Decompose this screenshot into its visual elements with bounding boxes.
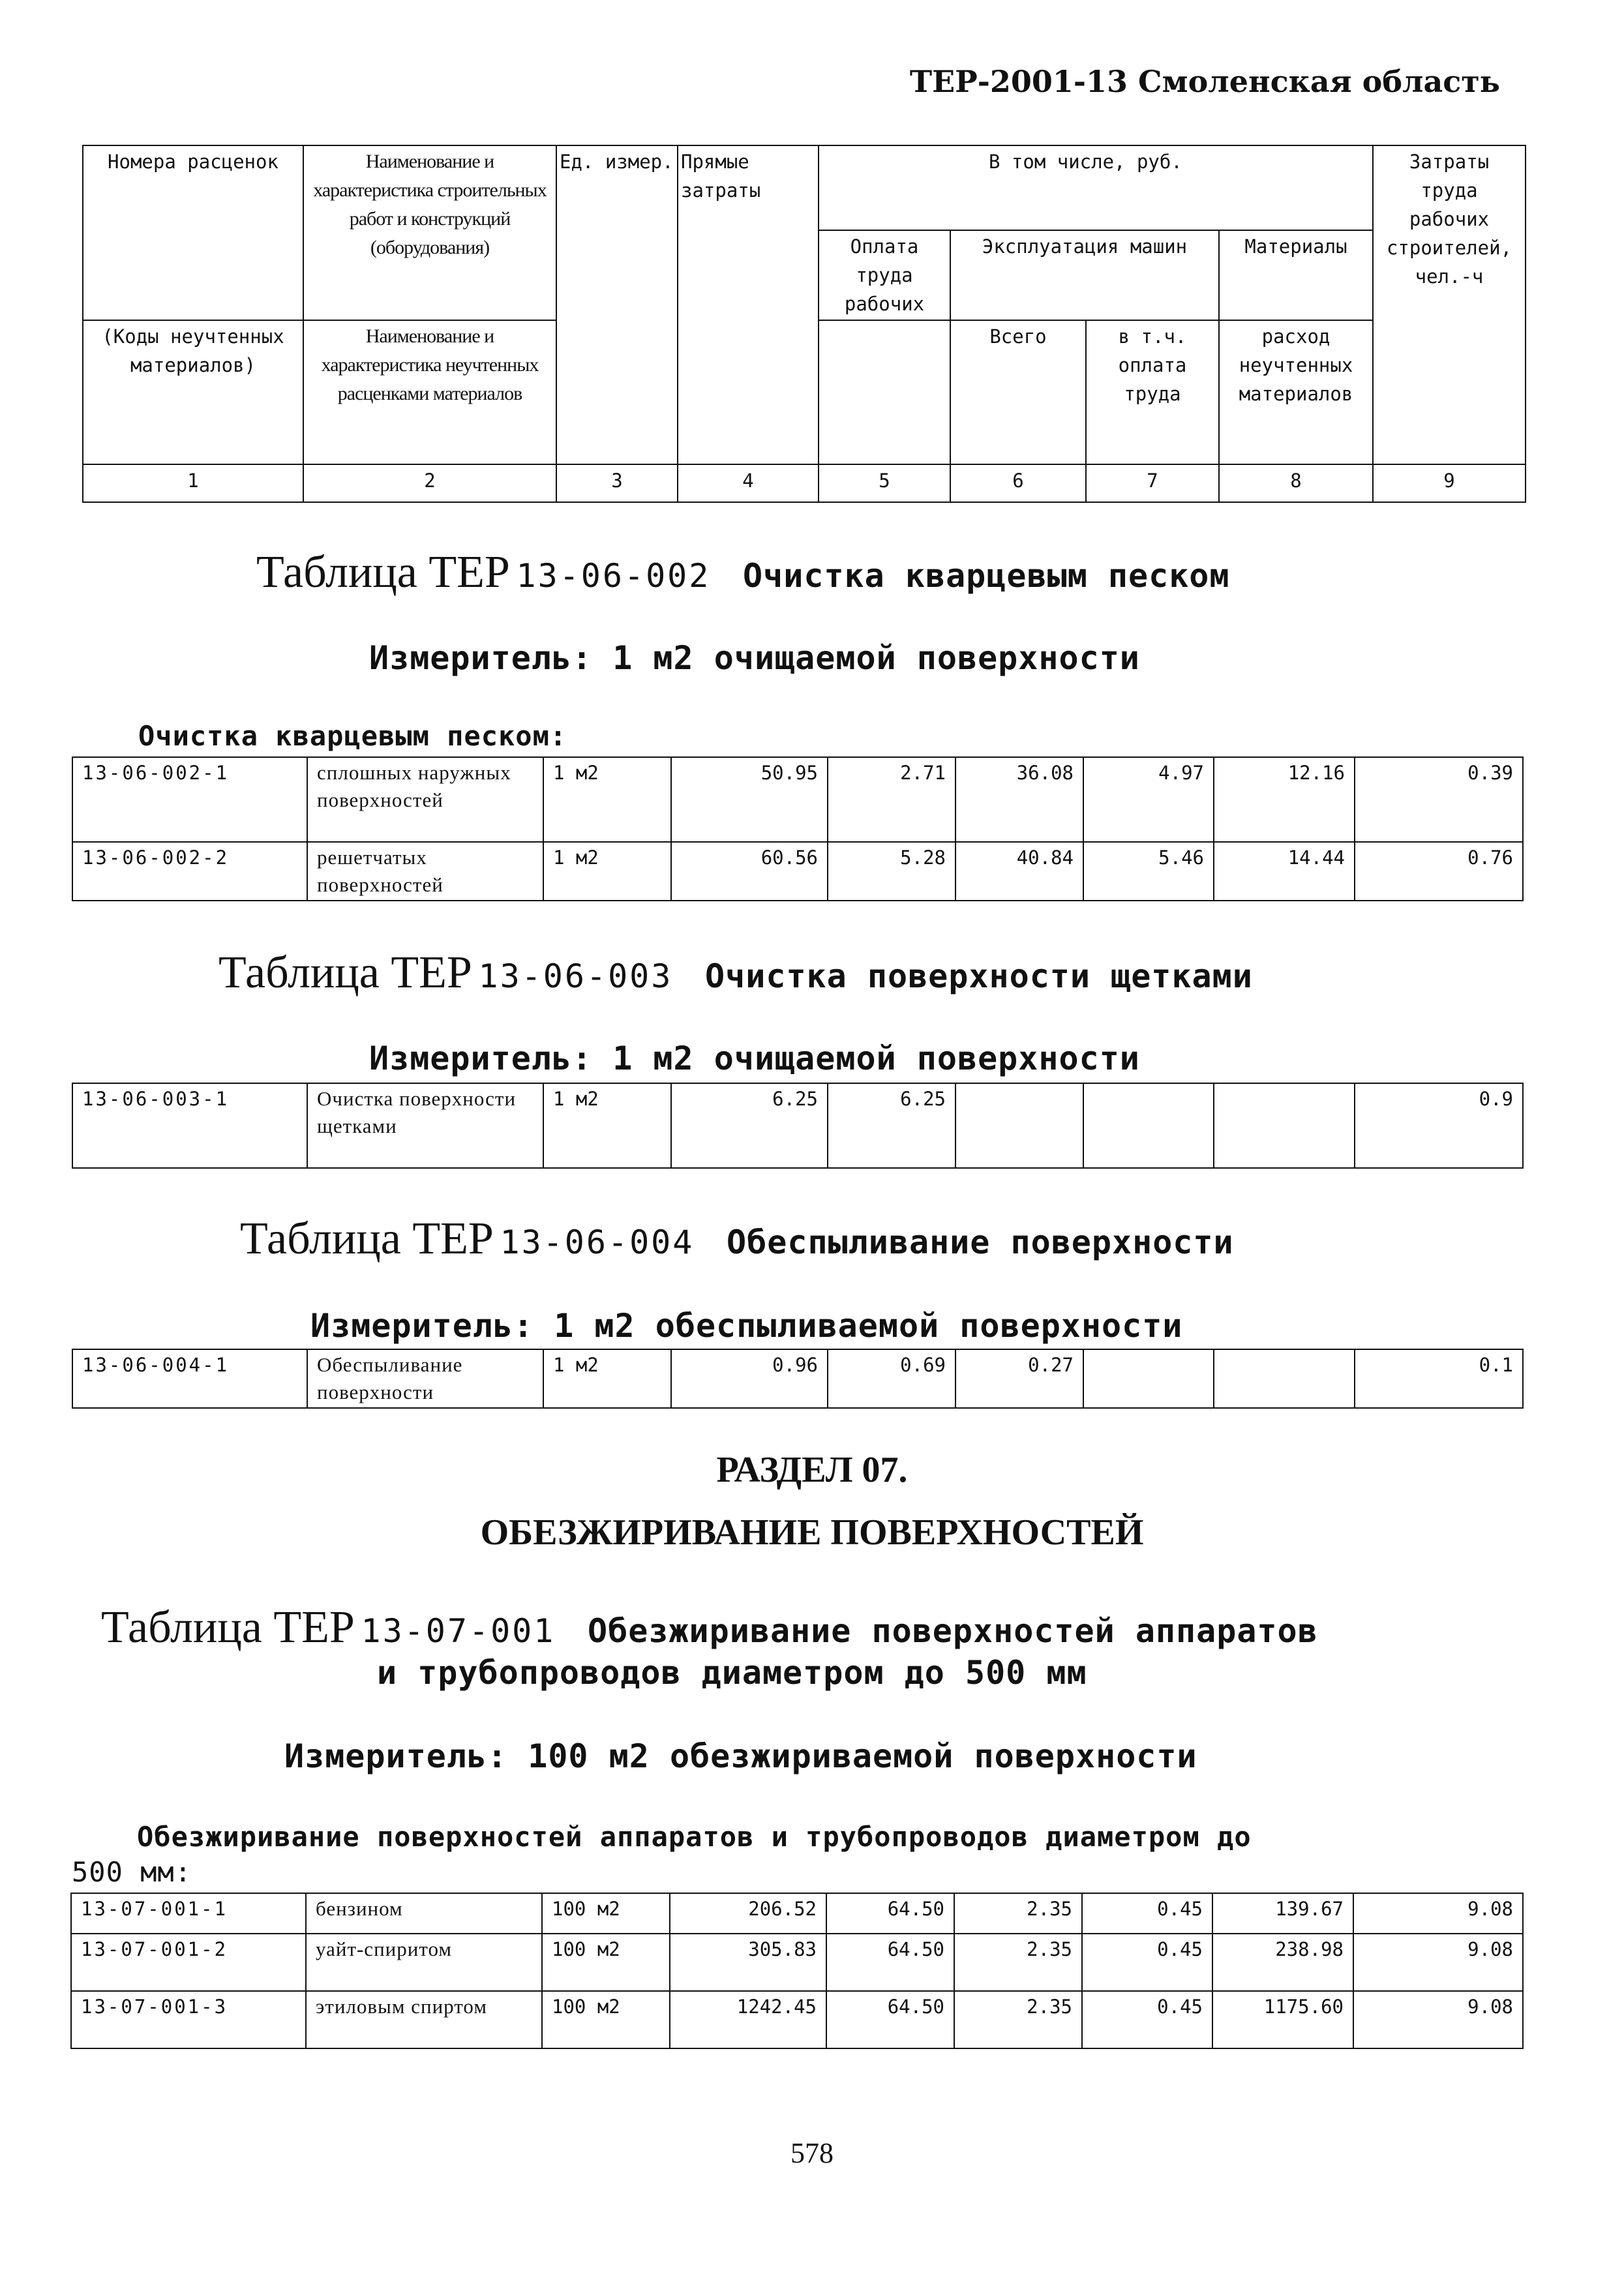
direct-costs: 0.96 [671, 1349, 828, 1408]
labor: 0.1 [1355, 1349, 1523, 1408]
materials: 12.16 [1214, 757, 1355, 842]
table-heading-13-07-001-line2 [377, 1654, 1087, 1692]
col-number: 6 [950, 464, 1086, 502]
col-number-row [83, 464, 1526, 502]
table-prefix: Таблица ТЕР [101, 1602, 355, 1653]
table-prefix: Таблица ТЕР [256, 547, 510, 597]
unit: 1 м2 [543, 842, 671, 901]
direct-costs: 60.56 [671, 842, 828, 901]
col-header-machines-pay: в т.ч. оплата труда [1086, 320, 1219, 464]
work-name: этиловым спиртом [306, 1991, 542, 2048]
measure-13-06-004: Измеритель: 1 м2 обеспыливаемой поверхности [310, 1307, 1183, 1345]
machines-pay: 4.97 [1083, 757, 1214, 842]
table-heading-13-06-002 [256, 547, 1230, 599]
machines-pay [1083, 1349, 1214, 1408]
col-header-labor: Затраты труда рабочих строителей, чел.-ч [1373, 145, 1526, 464]
worker-pay: 64.50 [826, 1893, 954, 1934]
machines-pay: 0.45 [1082, 1893, 1212, 1934]
table-row [71, 1934, 1523, 1991]
col-header-materials: Материалы [1219, 230, 1373, 320]
rate-code: 13-06-002-2 [72, 842, 307, 901]
materials: 1175.60 [1212, 1991, 1353, 2048]
table-title: Обеспыливание поверхности [727, 1223, 1234, 1261]
unit: 1 м2 [543, 757, 671, 842]
table-row [72, 757, 1523, 842]
machines-total: 36.08 [955, 757, 1083, 842]
rate-code: 13-07-001-1 [71, 1893, 306, 1934]
col-number: 8 [1219, 464, 1373, 502]
table-row [72, 1349, 1523, 1408]
measure-13-06-003: Измеритель: 1 м2 очищаемой поверхности [369, 1040, 1140, 1077]
rate-code: 13-07-001-3 [71, 1991, 306, 2048]
work-name: решетчатых поверхностей [307, 842, 543, 901]
table-row [72, 842, 1523, 901]
col-header-worker-pay: Оплата труда рабочих [819, 230, 950, 320]
table-heading-13-06-004 [240, 1213, 1234, 1265]
direct-costs: 50.95 [671, 757, 828, 842]
rate-code: 13-07-001-2 [71, 1934, 306, 1991]
direct-costs: 206.52 [670, 1893, 826, 1934]
direct-costs: 6.25 [671, 1083, 828, 1168]
table-code: 13-06-003 [478, 957, 673, 995]
data-table-13-06-004 [72, 1349, 1524, 1409]
machines-total: 2.35 [954, 1991, 1082, 2048]
labor: 0.9 [1355, 1083, 1523, 1168]
col-number: 7 [1086, 464, 1219, 502]
col-header-unaccounted-codes: (Коды неучтенных материалов) [83, 320, 303, 464]
materials: 14.44 [1214, 842, 1355, 901]
col-header-work-name: Наименование и характеристика строительных работ и конструкций (оборудования) [303, 145, 556, 320]
worker-pay: 2.71 [828, 757, 955, 842]
rate-code: 13-06-003-1 [72, 1083, 307, 1168]
col-header-unit: Ед. измер. [556, 145, 678, 464]
unit: 1 м2 [543, 1349, 671, 1408]
col-header-direct-costs: Прямые затраты [678, 145, 819, 464]
table-code: 13-06-004 [500, 1223, 695, 1261]
group-title-13-07-001-line1: Обезжиривание поверхностей аппаратов и трубопроводов диаметром до [137, 1821, 1252, 1853]
group-title-13-06-002: Очистка кварцевым песком: [138, 720, 567, 752]
group-title-13-07-001-line2: 500 мм: [72, 1856, 192, 1888]
col-number: 9 [1373, 464, 1526, 502]
work-name: бензином [306, 1893, 542, 1934]
measure-13-07-001: Измеритель: 100 м2 обезжириваемой поверхности [284, 1737, 1197, 1775]
col-header-blank [819, 320, 950, 464]
table-prefix: Таблица ТЕР [218, 948, 472, 998]
worker-pay: 0.69 [828, 1349, 955, 1408]
work-name: уайт-спиритом [306, 1934, 542, 1991]
table-code: 13-06-002 [516, 557, 711, 595]
labor: 9.08 [1353, 1991, 1523, 2048]
table-row [71, 1991, 1523, 2048]
col-number: 5 [819, 464, 950, 502]
col-header-including: В том числе, руб. [819, 145, 1373, 230]
machines-pay [1083, 1083, 1214, 1168]
work-name: Обеспыливание поверхности [307, 1349, 543, 1408]
col-header-machines: Эксплуатация машин [950, 230, 1219, 320]
machines-total: 40.84 [955, 842, 1083, 901]
col-header-machines-total: Всего [950, 320, 1086, 464]
labor: 9.08 [1353, 1934, 1523, 1991]
section-title: ОБЕЗЖИРИВАНИЕ ПОВЕРХНОСТЕЙ [480, 1512, 1144, 1553]
worker-pay: 5.28 [828, 842, 955, 901]
table-title-line2: и трубопроводов диаметром до 500 мм [377, 1654, 1087, 1692]
col-header-rate-numbers: Номера расценок [83, 145, 303, 320]
work-name: Очистка поверхности щетками [307, 1083, 543, 1168]
table-heading-13-06-003 [218, 947, 1253, 999]
labor: 0.39 [1355, 757, 1523, 842]
col-header-unaccounted-names: Наименование и характеристика неучтенных расценками материалов [303, 320, 556, 464]
machines-pay: 0.45 [1082, 1934, 1212, 1991]
unit: 1 м2 [543, 1083, 671, 1168]
table-title-line1: Обезжиривание поверхностей аппаратов [588, 1612, 1318, 1650]
materials: 238.98 [1212, 1934, 1353, 1991]
machines-total: 2.35 [954, 1934, 1082, 1991]
table-prefix: Таблица ТЕР [240, 1214, 494, 1264]
machines-pay: 0.45 [1082, 1991, 1212, 2048]
materials [1214, 1349, 1355, 1408]
machines-total: 0.27 [955, 1349, 1083, 1408]
table-row [71, 1893, 1523, 1934]
work-name: сплошных наружных поверхностей [307, 757, 543, 842]
table-code: 13-07-001 [361, 1612, 556, 1650]
col-number: 2 [303, 464, 556, 502]
table-title: Очистка кварцевым песком [743, 557, 1230, 595]
col-header-materials-consumption: расход неучтенных материалов [1219, 320, 1373, 464]
column-header-table [82, 145, 1526, 503]
document-header-title: ТЕР-2001-13 Смоленская область [909, 64, 1500, 99]
page-number: 578 [790, 2137, 834, 2169]
worker-pay: 6.25 [828, 1083, 955, 1168]
table-row [72, 1083, 1523, 1168]
machines-total: 2.35 [954, 1893, 1082, 1934]
section-number: РАЗДЕЛ 07. [716, 1450, 908, 1490]
rate-code: 13-06-004-1 [72, 1349, 307, 1408]
labor: 9.08 [1353, 1893, 1523, 1934]
worker-pay: 64.50 [826, 1934, 954, 1991]
labor: 0.76 [1355, 842, 1523, 901]
unit: 100 м2 [542, 1893, 670, 1934]
col-number: 4 [678, 464, 819, 502]
unit: 100 м2 [542, 1934, 670, 1991]
machines-pay: 5.46 [1083, 842, 1214, 901]
data-table-13-06-003 [72, 1083, 1524, 1169]
table-title: Очистка поверхности щетками [705, 957, 1253, 995]
rate-code: 13-06-002-1 [72, 757, 307, 842]
machines-total [955, 1083, 1083, 1168]
direct-costs: 305.83 [670, 1934, 826, 1991]
data-table-13-07-001 [70, 1893, 1524, 2049]
materials: 139.67 [1212, 1893, 1353, 1934]
unit: 100 м2 [542, 1991, 670, 2048]
direct-costs: 1242.45 [670, 1991, 826, 2048]
table-heading-13-07-001 [101, 1602, 1318, 1654]
col-number: 1 [83, 464, 303, 502]
col-number: 3 [556, 464, 678, 502]
data-table-13-06-002 [72, 756, 1524, 901]
materials [1214, 1083, 1355, 1168]
worker-pay: 64.50 [826, 1991, 954, 2048]
measure-13-06-002: Измеритель: 1 м2 очищаемой поверхности [369, 639, 1140, 677]
